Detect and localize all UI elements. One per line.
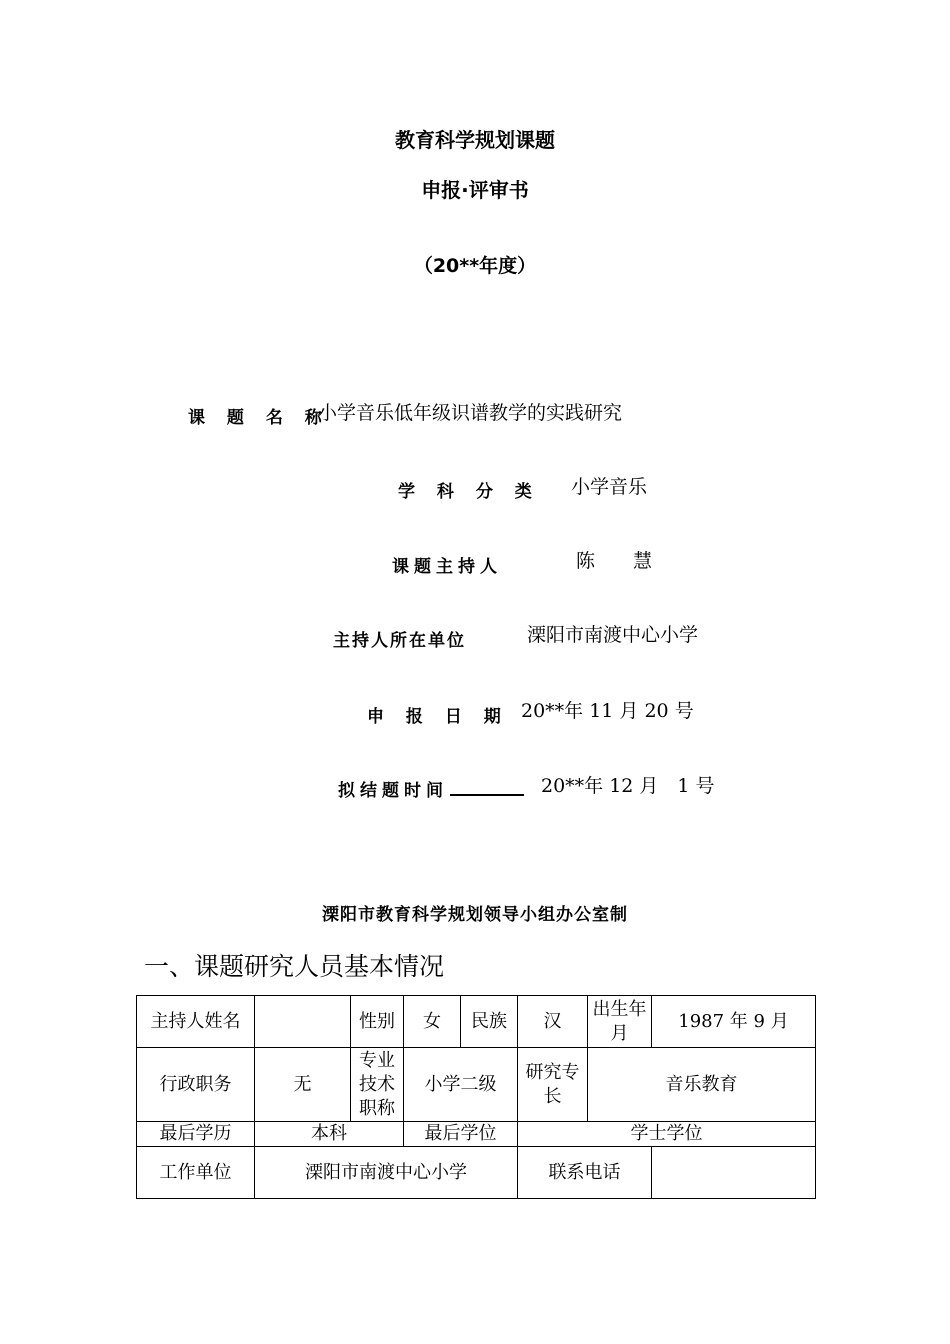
- work-label: 工作单位: [137, 1147, 255, 1199]
- admin-label: 行政职务: [137, 1048, 255, 1122]
- edu-value: 本科: [255, 1122, 404, 1147]
- end-value: 20**年 12 月 1 号: [541, 775, 715, 797]
- gender-label: 性别: [351, 996, 404, 1048]
- topic-value: 小学音乐低年级识谱教学的实践研究: [318, 402, 623, 424]
- table-row: [137, 996, 816, 1048]
- section-title: 一、课题研究人员基本情况: [144, 952, 445, 981]
- office-line: 溧阳市教育科学规划领导小组办公室制: [322, 905, 628, 925]
- table-row: [137, 1122, 816, 1147]
- unit-label: 主持人所在单位: [333, 631, 466, 651]
- degree-label: 最后学位: [404, 1122, 518, 1147]
- personnel-table: [136, 995, 816, 1199]
- edu-label: 最后学历: [137, 1122, 255, 1147]
- host-value: 陈 慧: [576, 550, 653, 572]
- host-name-label: 主持人姓名: [137, 996, 255, 1048]
- specialty-label: 研究专长: [518, 1048, 588, 1122]
- title-label: 专业技术职称: [351, 1048, 404, 1122]
- end-label-text: 拟结题时间: [338, 781, 448, 801]
- document-title: 教育科学规划课题: [395, 128, 555, 152]
- topic-label: 课 题 名 称: [188, 408, 330, 428]
- end-label: [338, 776, 524, 801]
- gender-value: 女: [404, 996, 461, 1048]
- birth-value: 1987 年 9 月: [652, 996, 816, 1048]
- subject-label: 学 科 分 类: [398, 482, 540, 502]
- ethnic-value: 汉: [518, 996, 588, 1048]
- phone-label: 联系电话: [518, 1147, 652, 1199]
- birth-label: 出生年月: [588, 996, 652, 1048]
- work-value: 溧阳市南渡中心小学: [255, 1147, 518, 1199]
- admin-value: 无: [255, 1048, 351, 1122]
- degree-value: 学士学位: [518, 1122, 816, 1147]
- unit-value: 溧阳市南渡中心小学: [527, 624, 699, 646]
- table-row: [137, 1048, 816, 1122]
- specialty-value: 音乐教育: [588, 1048, 816, 1122]
- host-label: 课题主持人: [392, 557, 502, 577]
- date-value: 20**年 11 月 20 号: [521, 700, 694, 722]
- document-year: （20**年度）: [413, 255, 537, 277]
- end-underline: [450, 778, 524, 796]
- subject-value: 小学音乐: [571, 476, 648, 498]
- phone-value: [652, 1147, 816, 1199]
- ethnic-label: 民族: [461, 996, 518, 1048]
- date-label: 申 报 日 期: [367, 707, 509, 727]
- host-name-value: [255, 996, 351, 1048]
- document-subtitle: 申报·评审书: [421, 178, 529, 202]
- title-value: 小学二级: [404, 1048, 518, 1122]
- table-row: [137, 1147, 816, 1199]
